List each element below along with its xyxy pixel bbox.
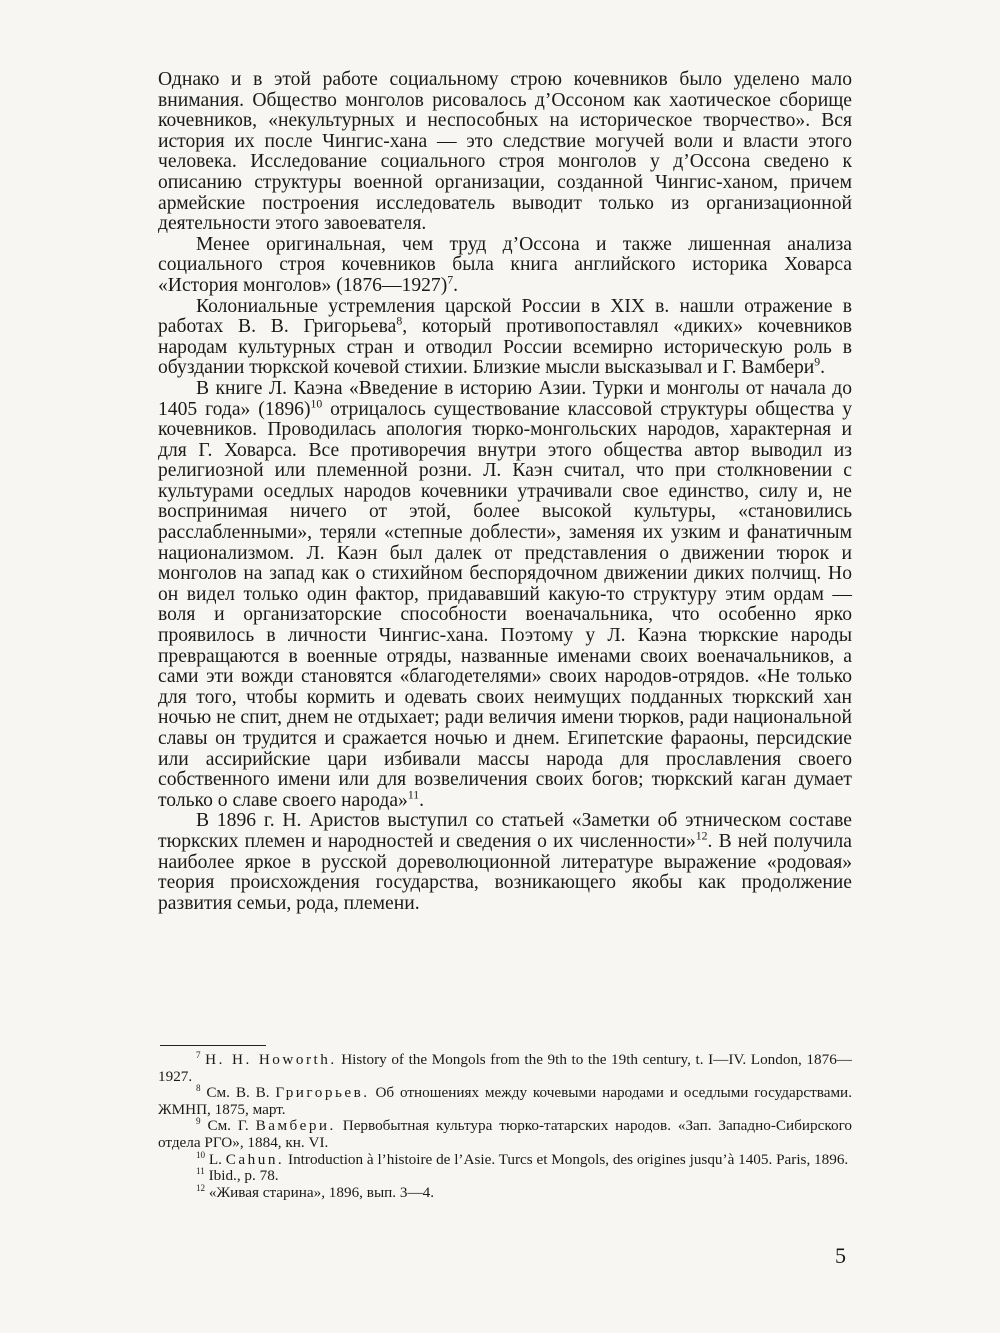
footnote-ref-8: 8 xyxy=(396,314,403,328)
footnote-ref-10: 10 xyxy=(310,396,323,410)
footnote-ref-11: 11 xyxy=(407,788,420,802)
page-number: 5 xyxy=(835,1243,846,1268)
footnote-11: $^{11}$ Ibid., p. 78. xyxy=(196,1166,279,1185)
footnote-ref-12: 12 xyxy=(695,829,708,843)
paragraph-1: Однако и в этой работе социальному строю кочевников было уделено мало внимания. Общество монголов рисовалось д’Оссоном как хаотическое сборище кочевников, «некультурных и неспособных на историческое творчество». Вся история их после Чингис-хана — это следствие могучей воли и власти этого человека. Исследование социального строя монголов у д’Оссона сведено к описанию структуры военной организации, созданной Чингис-ханом, причем армейские построения исследователь выводит только из организационной деятельности этого завоевателя. xyxy=(158,69,852,235)
paragraph-3: Колониальные устремления царской России в XIX в. нашли отражение в работах В. В. Григорьева$^8$, который противопоставлял «диких» кочевников народам культурных стран и отводил России всемирно историческую роль в обуздании тюркской кочевой стихии. Близкие мысли высказывал и Г. Вамбери$^9$. xyxy=(158,295,852,379)
footnote-10: $^{10}$ L. Cahun. Introduction à l’histoire de l’Asie. Turcs et Mongols, des origines jusqu’à 1405. Paris, 1896. xyxy=(196,1149,849,1168)
footnotes xyxy=(158,1049,853,1201)
paragraph-2: Менее оригинальная, чем труд д’Оссона и также лишенная анализа социального строя кочевников была книга английского историка Ховарса «История монголов» (1876—1927)$^7$. xyxy=(158,233,852,296)
footnote-ref-7: 7 xyxy=(447,273,454,287)
main-text xyxy=(158,70,852,914)
footnote-divider xyxy=(160,1045,266,1046)
footnote-ref-9: 9 xyxy=(814,355,821,369)
footnote-12: $^{12}$ «Живая старина», 1896, вып. 3—4. xyxy=(196,1182,435,1201)
paragraph-4: В книге Л. Каэна «Введение в историю Азии. Турки и монголы от начала до 1405 года» $(1896)^{10}$ отрицалось существование классовой структуры общества у кочевников. Проводилась апология тюрко-монгольских народов, характерная и для Г. Ховарса. Все противоречия внутри этого общества автор выводил из религиозной или племенной розни. Л. Каэн считал, что при столкновении с культурами оседлых народов кочевники утрачивали свое единство, силу и, не воспринимая ничего от этой, более высокой культуры, «становились расслабленными», теряли «степные доблести», заменяя их узким и фанатичным национализмом. Л. Каэн был далек от представления о движении тюрок и монголов на запад как о стихийном беспорядочном движении диких полчищ. Но он видел только один фактор, придававший какую-то структуру этим ордам — воля и организаторские способности военачальника, что особенно ярко проявилось в личности Чингис-хана. Поэтому у Л. Каэна тюркские народы превращаются в военные отряды, названные именами своих военачальников, а сами эти вожди становятся «благодетелями» своих народов-отрядов. «Не только для того, чтобы кормить и одевать своих неимущих подданных тюркский хан ночью не спит, днем не отдыхает; ради величия имени тюрков, ради национальной славы он трудится и сражается ночью и днем. Египетские фараоны, персидские или ассирийские цари избивали массы народа для прославления своего собственного имени или для возвеличения своих богов; тюркский каган думает только о славе своего народа»$^{11}$. xyxy=(158,377,852,811)
paragraph-5: В 1896 г. Н. Аристов выступил со статьей «Заметки об этническом составе тюркских племен и народностей и сведения о их численности»$^{12}$. В ней получила наиболее яркое в русской дореволюционной литературе выражение «родовая» теория происхождения государства, возникающего якобы как продолжение развития семьи, рода, племени. xyxy=(158,810,852,914)
footnote-9: $^9$ См. Г. Вамбери. Первобытная культура тюрко-татарских народов. «Зап. Западно-Сибирского отдела РГО», 1884, кн. VI. xyxy=(158,1116,853,1151)
footnote-8: $^8$ См. В. В. Григорьев. Об отношениях между кочевыми народами и оседлыми государствами. ЖМНП, 1875, март. xyxy=(158,1083,852,1118)
footnote-7: $^7$ Н. Н. Howorth. History of the Mongols from the 9th to the 19th century, t. I—IV. London, 1876—1927. xyxy=(158,1049,852,1085)
